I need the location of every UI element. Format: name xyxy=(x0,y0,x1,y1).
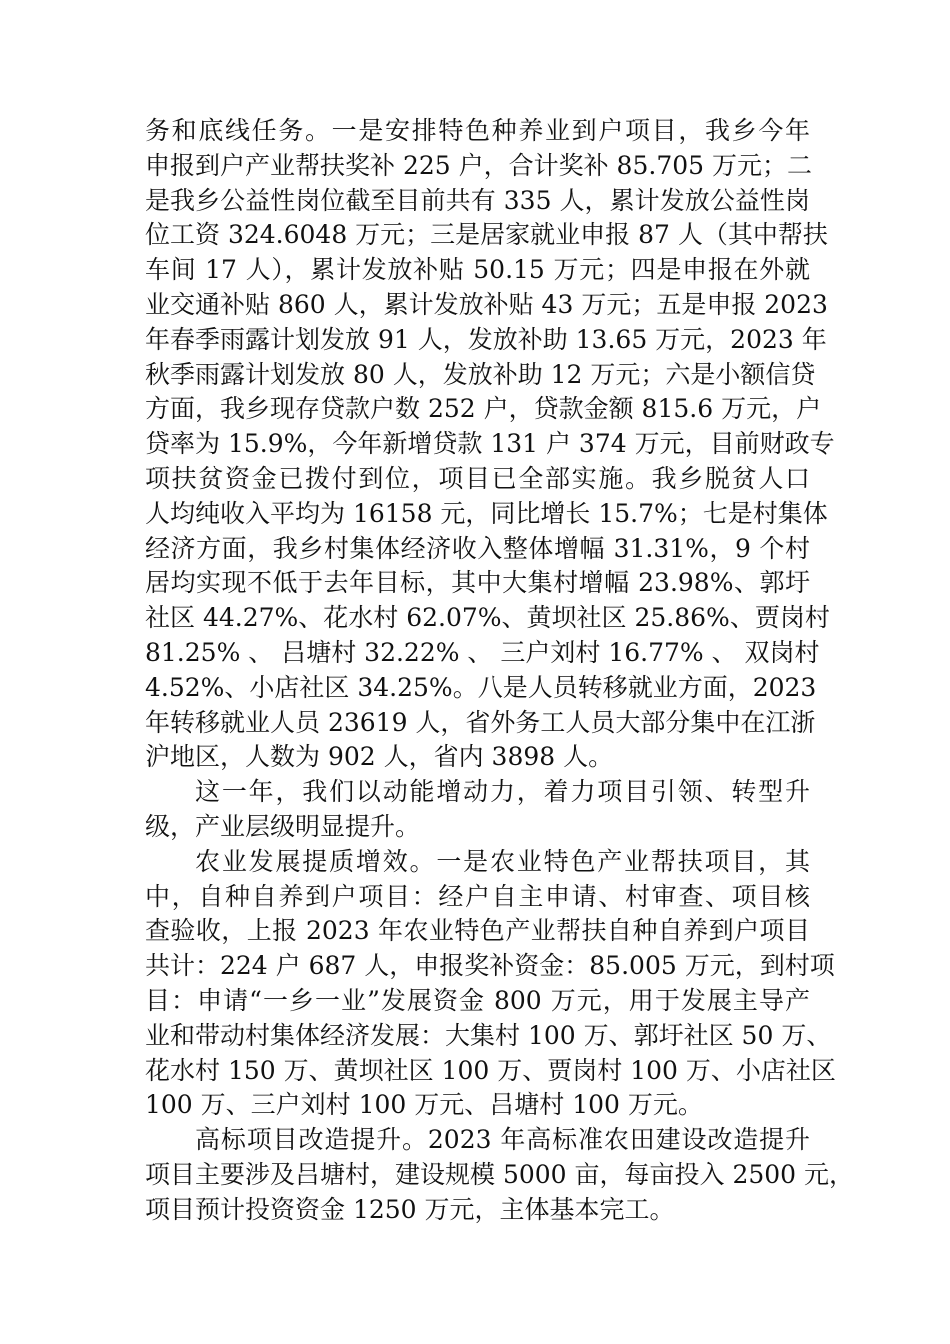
text-line: 位工资 324.6048 万元；三是居家就业申报 87 人（其中帮扶 xyxy=(145,220,828,250)
text-line: 目：申请“一乡一业”发展资金 800 万元，用于发展主导产 xyxy=(145,985,810,1015)
text-line: 车间 17 人），累计发放补贴 50.15 万元；四是申报在外就 xyxy=(145,255,810,285)
paragraph xyxy=(145,775,810,845)
document-body xyxy=(145,114,855,1228)
text-line: 农业发展提质增效。一是农业特色产业帮扶项目，其 xyxy=(195,846,810,876)
paragraph xyxy=(145,114,835,775)
text-line: 花水村 150 万、黄坝社区 100 万、贾岗村 100 万、小店社区 xyxy=(145,1055,836,1085)
text-line: 4.52%、小店社区 34.25%。八是人员转移就业方面，2023 xyxy=(145,672,817,702)
text-line: 100 万、三户刘村 100 万元、吕塘村 100 万元。 xyxy=(145,1090,703,1120)
text-line: 居均实现不低于去年目标，其中大集村增幅 23.98%、郭圩 xyxy=(145,568,810,598)
text-line: 社区 44.27%、花水村 62.07%、黄坝社区 25.86%、贾岗村 xyxy=(145,603,830,633)
text-line: 项目主要涉及吕塘村，建设规模 5000 亩，每亩投入 2500 元， xyxy=(145,1159,855,1189)
text-line: 年春季雨露计划发放 91 人，发放补助 13.65 万元，2023 年 xyxy=(145,324,827,354)
text-line: 项目预计投资资金 1250 万元，主体基本完工。 xyxy=(145,1194,675,1224)
text-line: 方面，我乡现存贷款户数 252 户，贷款金额 815.6 万元，户 xyxy=(145,394,822,424)
text-line: 沪地区，人数为 902 人，省内 3898 人。 xyxy=(145,742,614,772)
text-line: 中，自种自养到户项目：经户自主申请、村审查、项目核 xyxy=(145,881,810,911)
text-line: 高标项目改造提升。2023 年高标准农田建设改造提升 xyxy=(195,1125,810,1155)
text-line: 是我乡公益性岗位截至目前共有 335 人，累计发放公益性岗 xyxy=(145,185,810,215)
text-line: 业交通补贴 860 人，累计发放补贴 43 万元；五是申报 2023 xyxy=(145,289,828,319)
paragraph xyxy=(145,1123,855,1227)
text-line: 共计：224 户 687 人，申报奖补资金：85.005 万元，到村项 xyxy=(145,951,835,981)
paragraph xyxy=(145,845,836,1123)
text-line: 查验收，上报 2023 年农业特色产业帮扶自种自养到户项目 xyxy=(145,916,810,946)
text-line: 81.25% 、 吕塘村 32.22% 、 三户刘村 16.77% 、 双岗村 xyxy=(145,637,820,667)
text-line: 这一年，我们以动能增动力，着力项目引领、转型升 xyxy=(195,777,810,807)
text-line: 人均纯收入平均为 16158 元，同比增长 15.7%；七是村集体 xyxy=(145,498,828,528)
text-line: 秋季雨露计划发放 80 人，发放补助 12 万元；六是小额信贷 xyxy=(145,359,816,389)
text-line: 级，产业层级明显提升。 xyxy=(145,811,421,841)
text-line: 申报到户产业帮扶奖补 225 户，合计奖补 85.705 万元；二 xyxy=(145,150,812,180)
text-line: 业和带动村集体经济发展：大集村 100 万、郭圩社区 50 万、 xyxy=(145,1020,832,1050)
text-line: 务和底线任务。一是安排特色种养业到户项目，我乡今年 xyxy=(145,116,810,145)
text-line: 贷率为 15.9%，今年新增贷款 131 户 374 万元，目前财政专 xyxy=(145,429,835,459)
text-line: 经济方面，我乡村集体经济收入整体增幅 31.31%，9 个村 xyxy=(145,533,810,563)
text-line: 年转移就业人员 23619 人，省外务工人员大部分集中在江浙 xyxy=(145,707,816,737)
text-line: 项扶贫资金已拨付到位，项目已全部实施。我乡脱贫人口 xyxy=(145,463,810,493)
